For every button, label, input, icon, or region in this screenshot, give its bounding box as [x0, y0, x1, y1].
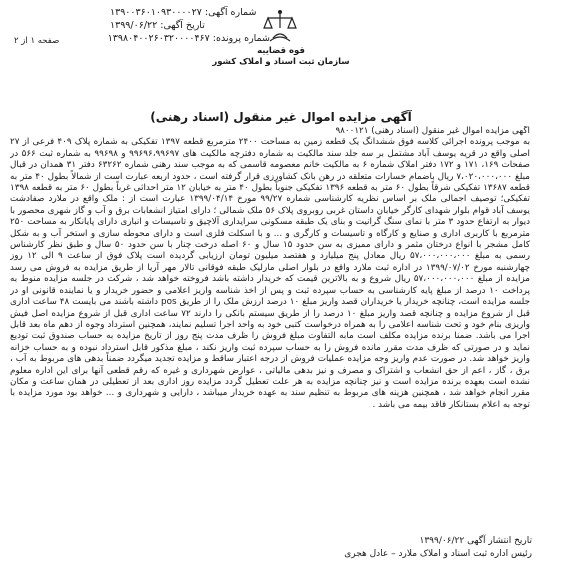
notice-number: شماره آگهی: ۱۳۹۰۰۳۶۰۱۰۹۳۰۰۰۰۲۷	[110, 7, 257, 18]
page-number: صفحه ۱ از ۲	[14, 36, 60, 46]
notice-title: آگهی مزایده اموال غیر منقول (اسناد رهنی)	[150, 110, 412, 124]
organization-name: سازمان ثبت اسناد و املاک کشور	[212, 57, 350, 67]
signature: رئیس اداره ثبت اسناد و املاک ملارد – عادل هجری	[344, 548, 532, 559]
notice-date: تاریخ آگهی: ۱۳۹۹/۰۶/۲۲	[110, 20, 205, 31]
notice-paragraph: به موجب پرونده اجرائی کلاسه فوق ششدانگ یک قطعه زمین به مساحت ۲۴۰۰ مترمربع قطعه ۱۳۹۷ تفکیکی به شماره پلاک ۴۰۹ فرعی از ۲۷ اصلی واقع در قریه یوسف آباد مشتمل بر سه جلد سند مالکیت به شماره دفترچه مالکیت های ۹۹۶۹۶،۹۹۶۹۷ و ۹۹۶۹۸ به شماره ثبت ۵۶۶ در صفحات ۱۶۹، ۱۷۱ و ۱۷۲ دفتر املاک شماره ۶ به مالکیت خانم معصومه قاسمی که به موجب سند رهنی شماره ۶۳۲۶۲ دفتر ۳۱ همدان در قبال مبلغ ۷،۰۲۰،۰۰۰،۰۰۰ ریال باضمام خسارات متعلقه در رهن بانک کشاورزی قرار گرفته است ، حدود اربعه عبارت است از شمالاً بطول ۴۰ متر به قطعه ۱۳۶۸۷ تفکیکی شرقاً بطول ۶۰ متر به قطعه ۱۳۹۶ تفکیکی جنوباً بطول ۴۰ متر به خیابان ۱۲ متر احداثی غرباً بطول ۶۰ متر به قطعه ۱۳۹۸ تفکیکی؛ توصیف اجمالی ملک بر اساس نظریه کارشناسی شماره ۹۹/۲۷ مورخ ۱۳۹۹/۰۴/۱۴ عبارت است از : ملک واقع در ملارد صفادشت یوسف آباد قوام بلوار شهدای کارگر خیابان داستان غربی روبروی پلاک ۵۶ ملک شمالی ؛ دارای امتیاز انشعابات برق و آب و گاز شهری محصور با دیوار به ارتفاع حدود ۳ متر با نمای سنگ گرانیت و بنای یک طبقه مسکونی سرایداری آلاچیق و تاسیسات و انباری دارای پایانکار به مساحت ۲۵۰ مترمربع با کاربری اداری و صنایع و کارگاه و تاسیسات و کارگری و ... و با اسکلت فلزی است و دارای محوطه سازی و استخر آب و به شکل کامل مشجر با انواع درختان مثمر و دارای ممیزی به سن حدود ۱۵ سال و ۶۰ اصله درخت چنار با سن حدود ۵۰ سال و طبق نظر کارشناس رسمی به مبلغ ۵۷،۰۰۰،۰۰۰،۰۰۰ ریال معادل پنج میلیارد و هفتصد میلیون تومان ارزیابی گردیده است پلاک فوق از ساعت ۹ الی ۱۲ روز چهارشنبه مورخ ۱۳۹۹/۰۷/۰۲ در اداره ثبت ملارد واقع در بلوار اصلی مارلیک طبقه فوقانی تالار مهر آریا از طریق مزایده به فروش می رسد مزایده از مبلغ ۵۷،۰۰۰،۰۰۰،۰۰۰ ریال شروع و به بالاترین قیمت که خریدار داشته باشد فروخته خواهد شد ، شرکت در جلسه مزایده منوط به پرداخت ۱۰ درصد از مبلغ پایه کارشناسی به حساب سپرده ثبت و پس از اخذ شناسه واریز اعلامی و حضور خریدار و یا نماینده قانونی او در جلسه مزایده است، چنانچه خریدار یا خریداران قصد واریز مبلغ ۱۰ درصد ارزش ملک را از طریق pos داشته باشند می بایست ۴۸ ساعت اداری قبل از شروع مزایده و چنانچه قصد واریز مبلغ ۱۰ درصد را از طریق سیستم بانکی را دارند ۷۲ ساعت اداری قبل از شروع مزایده اصل فیش واریزی بنام خود و تحت شناسه اعلامی را به همراه درخواست کتبی خود به واحد اجرا تسلیم نمایند، همچنین استرداد وجوه از دهم ماه بعد قابل اجرا می باشد. ضمنا برنده مزایده مکلف است مابه التفاوت مبلغ فروش را ظرف مدت پنج روز از تاریخ مزایده به حساب صندوق ثبت تودیع نماید و در صورتی که ظرف مدت مقرر مانده فروش را به حساب سپرده ثبت واریز نکند ، مبلغ مذکور قابل استرداد نبوده و به حساب خزانه واریز خواهد شد. در صورت عدم واریز وجه مزایده عملیات فروش از درجه اعتبار ساقط و مزایده تجدید میگردد ضمناً بدهی های مربوط به آب ، برق ، گاز ، اعم از حق انشعاب و اشتراک و مصرف و نیز بدهی مالیاتی ، عوارض شهرداری و غیره که رقم قطعی آنها برای این اداره معلوم نشده است بعهده برنده مزایده است و نیز چنانچه مزایده به هر علت تعطیل گردد مزایده روز اداری بعد از تعطیلی در همان ساعت و مکان مقرر انجام خواهد شد ، همچنین هزینه های مربوط به تنظیم سند به عهده خریدار میباشد ، دارایی و شهرداری و ... خواهد بود مورد مزایده با توجه به اعلام بستانکار فاقد بیمه می باشد .	[10, 137, 530, 410]
organization-header	[170, 46, 392, 68]
publish-date: تاریخ انتشار آگهی ۱۳۹۹/۰۶/۲۲	[419, 536, 532, 546]
judiciary-emblem-icon	[260, 8, 300, 46]
file-number: شماره پرونده: ۱۳۹۸۰۴۰۰۲۶۰۳۲۰۰۰۰۴۶۷	[107, 33, 270, 44]
notice-footer	[12, 535, 532, 560]
emblem-caption: قوه قضاییه	[257, 46, 305, 56]
notice-body	[10, 126, 530, 550]
notice-meta	[107, 6, 270, 45]
notice-intro: آگهی مزایده اموال غیر منقول (اسناد رهنی) ۹۸۰۰۱۲۱	[335, 126, 530, 136]
